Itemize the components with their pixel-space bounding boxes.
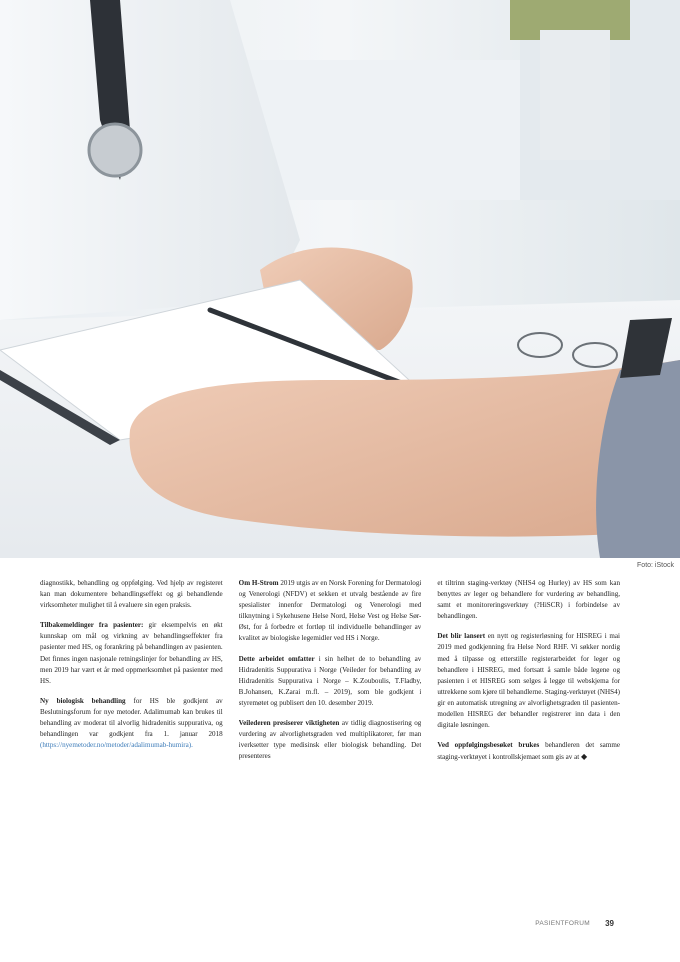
paragraph xyxy=(40,578,223,611)
magazine-name: PASIENTFORUM xyxy=(535,920,590,927)
paragraph-lead: Ny biologisk behandling xyxy=(40,696,126,705)
paragraph-lead: Det blir lansert xyxy=(437,632,486,641)
paragraph-text: behandleren det samme staging-verktøyet i kontrollskjemaet som gis av at xyxy=(437,741,621,762)
paragraph-lead: Om H-Strom xyxy=(238,579,279,587)
paragraph xyxy=(239,578,422,645)
paragraph-text: av tidlig diagnostisering og vurdering av alvorlighetsgraden ved multiplikatorer, før man iverksetter type medisinsk eller biologisk behandling. Det presenteres xyxy=(238,719,422,761)
paragraph-lead: Tilbakemeldinger fra pasienter: xyxy=(40,621,144,630)
photo-credit: Foto: iStock xyxy=(637,562,674,569)
paragraph-lead: Veilederen presiserer viktigheten xyxy=(238,719,340,728)
paragraph-text: diagnostikk, behandling og oppfølging. Ved hjelp av registeret kan man dokumentere behandlingseffekt og gi behandlende virksomheter mulighet til å evaluere sin egen praksis. xyxy=(40,579,223,610)
paragraph xyxy=(437,578,620,622)
paragraph-text: 2019 utgis av en Norsk Forening for Dermatologi og Venerologi (NFDV) et sekken et utvalg bestående av fire spesialister innenfor Dermatologi og Venerologi med tilknytning i Sykehusene Helse Nord, Helse Vest og Helse Sør-Øst, for å forbedre et fortløp til individuelle behandlinger av kvalitet av biologiske legemidler ved HS i Norge. xyxy=(238,579,422,643)
paragraph xyxy=(40,696,223,751)
paragraph xyxy=(239,718,422,762)
column-3 xyxy=(437,578,620,898)
paragraph-text: i sin helhet de to behandling av Hidradenitis Suppurativa i Norge (Veileder for behandling av Hidradenitis Suppurativa i Norge – K.Zouboulis, T.Fladby, B.Johansen, K.Zarai m.fl. – 2019), som ble godkjent i styremøtet og publisert den 10. desember 2019. xyxy=(238,654,422,707)
article-body xyxy=(40,578,620,898)
paragraph-text: gir eksempelvis en økt kunnskap om mål og virkning av behandlingseffekter fra pasienter med HS, og forankring på behandlingen av pasienten. Det finnes ingen nasjonale retningslinjer for behandling av HS, men 2019 har vært et år med oppmerksomhet på pasienter med HS. xyxy=(40,621,223,685)
column-1 xyxy=(40,578,223,898)
paragraph-text: et tiltrinn staging-verktøy (NHS4 og Hurley) av HS som kan benyttes av leger og behandlere for vurdering av behandling, samt et monitoreringsverktøy (?HiSCR) i forbindelse av behandlingen. xyxy=(437,579,621,621)
paragraph xyxy=(40,620,223,687)
paragraph xyxy=(437,631,620,731)
paragraph-lead: Ved oppfølgingsbesøket brukes xyxy=(437,741,540,750)
end-of-article-icon: ◆ xyxy=(580,752,588,762)
page-number: 39 xyxy=(605,919,614,928)
paragraph-text: en nytt og registerløsning for HISREG i mai 2019 med godkjenning fra Helse Nord RHF. Vi søkker nordig med å tilpasse og etterstille registerarbeidet for leger og behandlere i HISREG, med fortsatt å samle både legene og pasienten i et HISREG som selges å legge til webskjema for uttrekkene som kjøre til behandlerne. Staging-verktøyet (NHS4) gir en automatisk utregning av alvorlighetsgraden til pasienten-modellen HISREG der behandler registrerer inn data i den digitale løsningen. xyxy=(437,632,621,730)
page-footer xyxy=(0,920,680,934)
paragraph-lead: Dette arbeidet omfatter xyxy=(238,654,315,663)
paragraph xyxy=(239,654,422,709)
paragraph-text: for HS ble godkjent av Beslutningsforum for nye metoder. Adalimumab kan brukes til behandling av moderat til alvorlig hidradenitis suppurativa, og behandlingen var godkjent fra 1. januar 2018 xyxy=(40,696,223,739)
paragraph xyxy=(437,740,620,763)
nyemetoder-link[interactable]: (https://nyemetoder.no/metoder/adalimumab-humira). xyxy=(40,741,193,750)
column-2 xyxy=(239,578,422,898)
